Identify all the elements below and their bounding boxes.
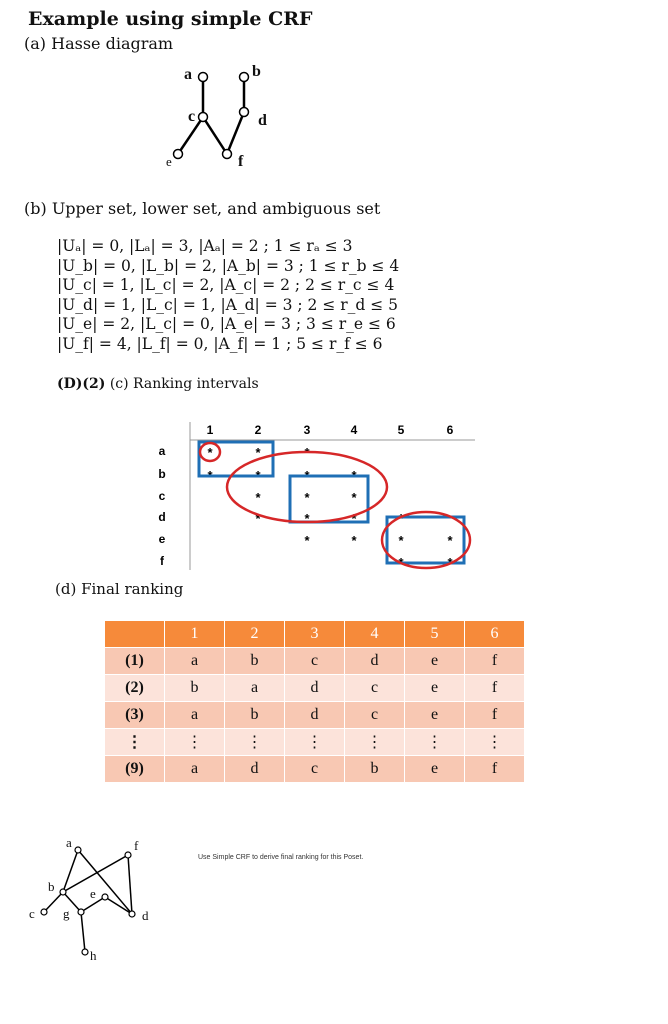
grid-star-mark: * <box>304 511 310 526</box>
edge-e-d <box>105 897 132 914</box>
poset-node-h <box>82 949 88 955</box>
edge-a-d <box>78 850 132 914</box>
table-row <box>105 702 525 729</box>
table-row <box>105 675 525 702</box>
grid-star-mark: * <box>447 533 453 548</box>
table-row-label: (2) <box>105 675 165 702</box>
poset-node-c <box>41 909 47 915</box>
grid-star-mark: * <box>207 445 213 460</box>
poset-node-e <box>102 894 108 900</box>
table-cell <box>105 621 165 648</box>
grid-star-mark: * <box>351 533 357 548</box>
poset-label-c: c <box>29 906 35 921</box>
ranking-interval-grid <box>135 418 480 573</box>
page-title: Example using simple CRF <box>28 8 313 30</box>
poset-label-b: b <box>48 879 55 894</box>
edge-f-d <box>128 855 132 914</box>
section-b-heading: (b) Upper set, lower set, and ambiguous set <box>24 199 381 218</box>
hasse-label-c: c <box>188 108 196 125</box>
table-cell: b <box>225 648 285 675</box>
table-cell: e <box>405 675 465 702</box>
grid-star-mark: * <box>207 468 213 483</box>
grid-star-mark: * <box>255 445 261 460</box>
table-cell: ⋮ <box>285 729 345 756</box>
poset-label-h: h <box>90 948 97 963</box>
table-cell: b <box>345 756 405 783</box>
grid-column-label: 3 <box>303 423 311 437</box>
poset-label-g: g <box>63 906 70 921</box>
table-cell: c <box>345 675 405 702</box>
grid-star-mark: * <box>447 555 453 570</box>
table-cell: 4 <box>345 621 405 648</box>
grid-row-label: f <box>160 554 164 568</box>
section-d-heading: (d) Final ranking <box>55 580 184 598</box>
section-a-heading: (a) Hasse diagram <box>24 34 174 53</box>
equation-c: |U_c| = 1, |L_c| = 2, |A_c| = 2 ; 2 ≤ r_c ≤ 4 <box>57 276 395 295</box>
poset-node-a <box>75 847 81 853</box>
poset-node-g <box>78 909 84 915</box>
table-cell: d <box>285 675 345 702</box>
table-cell: 1 <box>165 621 225 648</box>
equation-e: |U_e| = 2, |L_c| = 0, |A_e| = 3 ; 3 ≤ r_e ≤ 6 <box>57 315 396 334</box>
edge-a-b <box>63 850 78 892</box>
grid-star-mark: * <box>398 511 404 526</box>
grid-column-label: 5 <box>397 423 405 437</box>
node-f <box>223 150 232 159</box>
table-row <box>105 648 525 675</box>
grid-star-mark: * <box>255 490 261 505</box>
node-c <box>199 113 208 122</box>
edge-c-f <box>203 117 227 154</box>
section-c-prefix: (D)(2) <box>57 376 106 392</box>
hasse-label-b: b <box>252 63 261 80</box>
grid-column-label: 6 <box>446 423 454 437</box>
hasse-label-e: e <box>166 154 172 169</box>
grid-row-label: a <box>158 444 166 458</box>
table-cell: f <box>465 756 525 783</box>
poset-node-b <box>60 889 66 895</box>
grid-row-label: b <box>158 467 166 481</box>
grid-star-mark: * <box>398 555 404 570</box>
equation-d: |U_d| = 1, |L_c| = 1, |A_d| = 3 ; 2 ≤ r_d ≤ 5 <box>57 295 399 314</box>
equation-b: |U_b| = 0, |L_b| = 2, |A_b| = 3 ; 1 ≤ r_b ≤ 4 <box>57 256 400 275</box>
node-b <box>240 73 249 82</box>
poset-label-f: f <box>134 838 139 853</box>
grid-row-label: d <box>158 510 166 524</box>
table-cell: c <box>285 756 345 783</box>
section-c-heading <box>57 376 259 392</box>
table-cell: c <box>345 702 405 729</box>
node-a <box>199 73 208 82</box>
grid-star-mark: * <box>255 511 261 526</box>
edge-d-f <box>227 112 244 154</box>
section-c-title: (c) Ranking intervals <box>109 376 259 392</box>
table-row-label: (9) <box>105 756 165 783</box>
hasse-label-a: a <box>184 66 192 83</box>
table-cell: ⋮ <box>405 729 465 756</box>
grid-star-mark: * <box>304 533 310 548</box>
table-cell: b <box>225 702 285 729</box>
table-cell: 5 <box>405 621 465 648</box>
table-cell: d <box>225 756 285 783</box>
table-cell: c <box>285 648 345 675</box>
edge-g-h <box>81 912 85 952</box>
grid-row-label: e <box>158 532 166 546</box>
table-cell: 6 <box>465 621 525 648</box>
edge-b-c <box>44 892 63 912</box>
table-cell: a <box>165 648 225 675</box>
final-ranking-table <box>104 620 525 783</box>
table-cell: f <box>465 675 525 702</box>
table-row <box>105 756 525 783</box>
table-cell: d <box>285 702 345 729</box>
equation-f: |U_f| = 4, |L_f| = 0, |A_f| = 1 ; 5 ≤ r_f ≤ 6 <box>57 334 383 353</box>
grid-star-mark: * <box>351 490 357 505</box>
table-cell: e <box>405 702 465 729</box>
table-cell: ⋮ <box>345 729 405 756</box>
table-row-label: (3) <box>105 702 165 729</box>
poset-label-d: d <box>142 908 149 923</box>
node-e <box>174 150 183 159</box>
table-cell: e <box>405 756 465 783</box>
table-cell: f <box>465 702 525 729</box>
grid-star-mark: * <box>351 468 357 483</box>
hasse-label-d: d <box>258 112 267 129</box>
table-cell: a <box>165 702 225 729</box>
grid-row-label: c <box>158 489 166 503</box>
table-cell: f <box>465 648 525 675</box>
grid-star-mark: * <box>255 468 261 483</box>
hasse-label-f: f <box>238 153 244 170</box>
grid-column-label: 1 <box>206 423 214 437</box>
grid-star-mark: * <box>304 468 310 483</box>
equation-a: |Uₐ| = 0, |Lₐ| = 3, |Aₐ| = 2 ; 1 ≤ rₐ ≤ 3 <box>57 237 353 255</box>
table-row <box>105 729 525 756</box>
table-cell: b <box>165 675 225 702</box>
poset-label-e: e <box>90 886 96 901</box>
table-cell: 2 <box>225 621 285 648</box>
grid-column-label: 4 <box>350 423 358 437</box>
table-cell: ⋮ <box>165 729 225 756</box>
poset-node-d <box>129 911 135 917</box>
table-cell: d <box>345 648 405 675</box>
table-cell: e <box>405 648 465 675</box>
table-header-row <box>105 621 525 648</box>
grid-star-mark: * <box>351 511 357 526</box>
ellipse-ef <box>382 512 470 568</box>
task-note: Use Simple CRF to derive final ranking for this Poset. <box>198 854 364 861</box>
poset-label-a: a <box>66 835 72 850</box>
table-cell: ⋮ <box>465 729 525 756</box>
table-row-label: (1) <box>105 648 165 675</box>
poset-node-f <box>125 852 131 858</box>
table-row-label: ⋮ <box>105 729 165 756</box>
grid-star-mark: * <box>304 445 310 460</box>
table-cell: a <box>165 756 225 783</box>
equation-list <box>57 237 399 355</box>
table-cell: 3 <box>285 621 345 648</box>
grid-star-mark: * <box>398 533 404 548</box>
grid-column-label: 2 <box>254 423 262 437</box>
grid-star-mark: * <box>304 490 310 505</box>
table-cell: ⋮ <box>225 729 285 756</box>
node-d <box>240 108 249 117</box>
table-cell: a <box>225 675 285 702</box>
